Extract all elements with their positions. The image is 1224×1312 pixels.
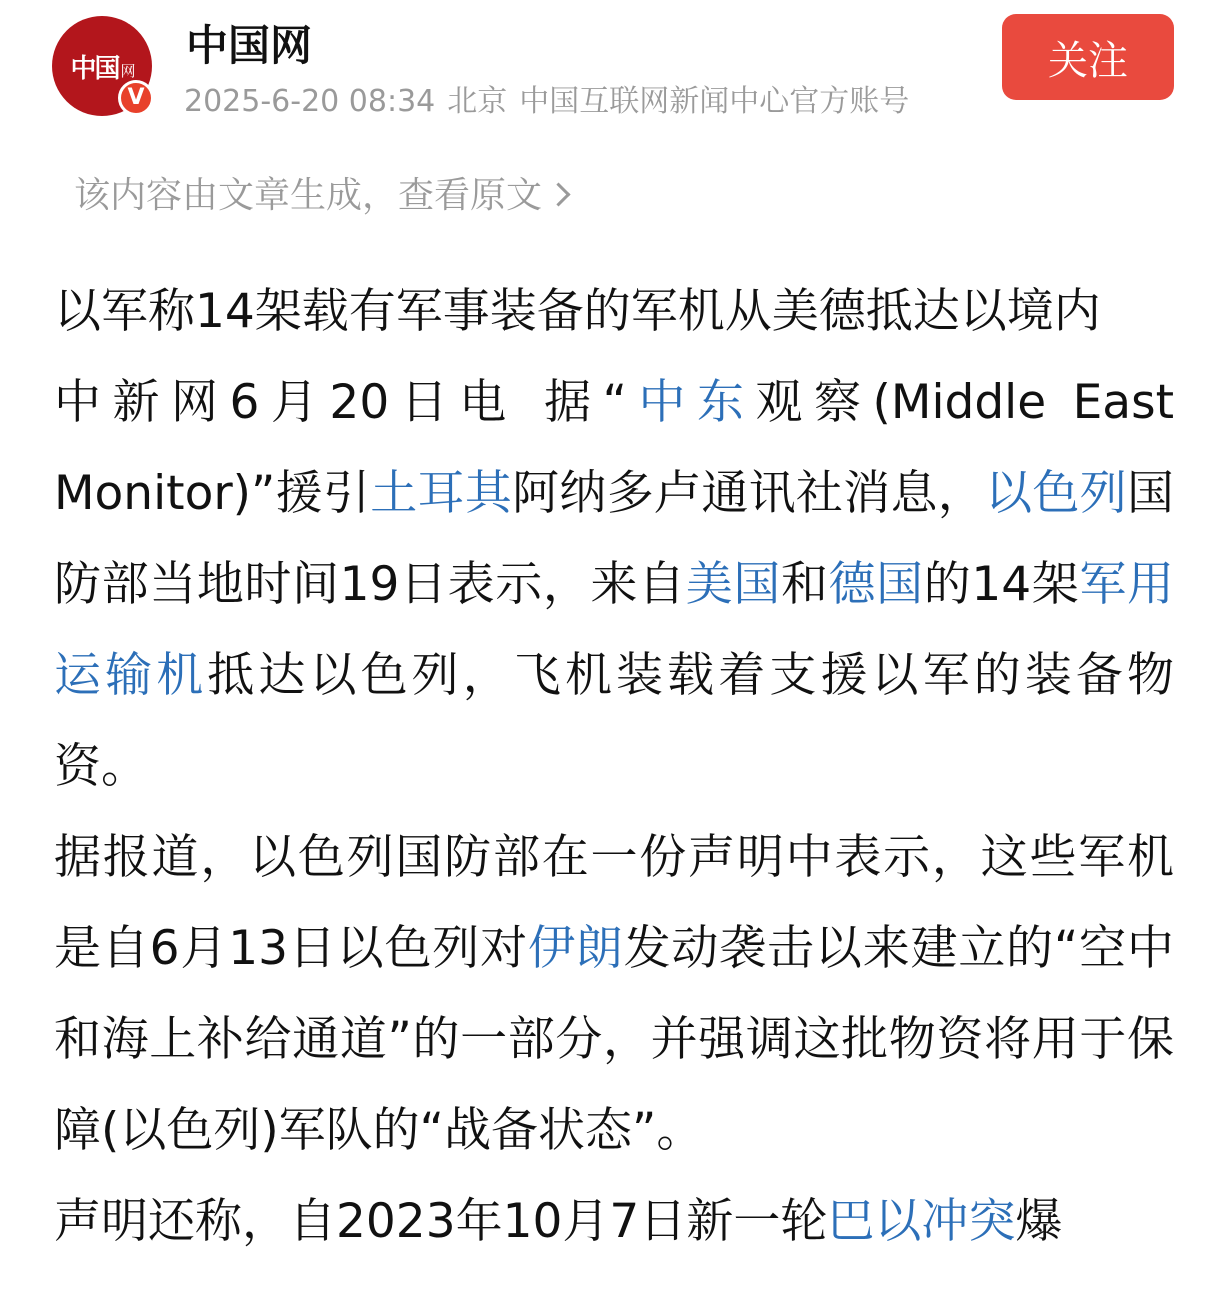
text-run: 抵达以色列，飞机装载着支援以军的装备物资。 (54, 648, 1175, 794)
view-original-link[interactable] (74, 170, 567, 222)
text-run: 声明还称，自2023年10月7日新一轮 (54, 1194, 828, 1249)
chevron-right-icon (546, 182, 570, 206)
text-run: 阿纳多卢通讯社消息， (512, 466, 986, 521)
keyword-link-military-transport[interactable]: 军用运输机 (54, 557, 1175, 703)
keyword-link-iran[interactable]: 伊朗 (527, 921, 624, 976)
keyword-link-israel-palestine-conflict[interactable]: 巴以冲突 (827, 1194, 1016, 1249)
post-meta (184, 80, 921, 124)
paragraph (54, 812, 1174, 1176)
post-location: 北京 (447, 84, 508, 119)
account-name[interactable]: 中国网 (186, 21, 313, 70)
paragraph (54, 1176, 1174, 1267)
keyword-link-israel[interactable]: 以色列 (985, 466, 1127, 521)
verified-badge-icon: V (118, 80, 154, 116)
keyword-link-usa[interactable]: 美国 (685, 557, 781, 612)
article-title: 以军称14架载有军事装备的军机从美德抵达以境内 (54, 284, 1101, 339)
text-run: 据报道，以色列国防部在一份声明中表示，这些军机是自6月13日以色列对 (54, 830, 1174, 976)
keyword-link-germany[interactable]: 德国 (828, 557, 924, 612)
text-run: 中新网6月20日电 据“ (54, 375, 628, 430)
keyword-link-turkey[interactable]: 土耳其 (370, 466, 513, 521)
logo-small-text: 网 (120, 61, 134, 80)
paragraph (54, 357, 1174, 812)
text-run: 观察(Middle East Monitor)”援引 (54, 375, 1174, 521)
keyword-link-middle-east[interactable]: 中东 (627, 375, 756, 430)
logo-text: 中国 (70, 53, 119, 84)
account-description: 中国互联网新闻中心官方账号 (519, 84, 910, 119)
follow-button[interactable]: 关注 (1002, 14, 1174, 100)
text-run: 的14架 (923, 557, 1080, 612)
post-date: 2025-6-20 08:34 (184, 84, 436, 119)
text-run: 和 (780, 557, 829, 612)
source-note-text: 该内容由文章生成，查看原文 (74, 175, 543, 216)
text-run: 爆 (1015, 1194, 1063, 1249)
text-run: 国防部当地时间19日表示，来自 (54, 466, 1174, 612)
account-avatar[interactable] (52, 16, 156, 120)
article-body (54, 266, 1174, 1267)
text-run: 发动袭击以来建立的“空中和海上补给通道”的一部分，并强调这批物资将用于保障(以色列)军队的“战备状态”。 (54, 921, 1174, 1158)
